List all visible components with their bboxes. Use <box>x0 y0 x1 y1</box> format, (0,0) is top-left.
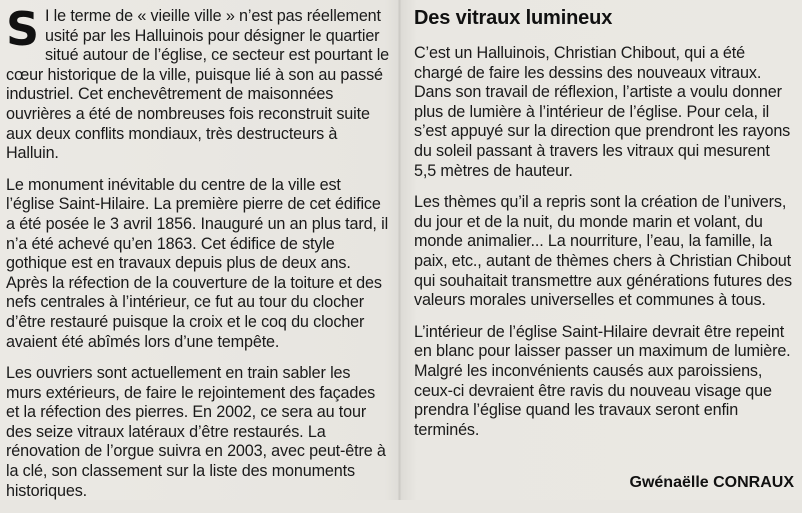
left-paragraph-3: Les ouvriers sont actuellement en train sabler les murs extérieurs, de faire le rejointement des façades et la réfection des pierres. En 2002, ce sera au tour des seize vitraux latéraux d’être restaurés. La rénovation de l’orgue suivra en 2003, avec peut-être à la clé, son classement sur la liste des monuments historiques. <box>6 364 386 500</box>
drop-cap: S <box>6 2 39 56</box>
right-paragraph-3: L’intérieur de l’église Saint-Hilaire devrait être repeint en blanc pour laisser passer un maximum de lumière. Malgré les inconvénients causés aux paroissiens, ceux-ci devraient être ravis du nouveau visage que prendra l’église quand les travaux seront enfin terminés. <box>414 322 791 439</box>
right-paragraph-1: C’est un Halluinois, Christian Chibout, qui a été chargé de faire les dessins des nouveaux vitraux. Dans son travail de réflexion, l’artiste a voulu donner plus de lumière à l’intérieur de l’église. Pour cela, il s’est appuyé sur la direction que prendront les rayons du soleil passant à travers les vitraux qui mesurent 5,5 mètres de hauteur. <box>414 44 791 180</box>
left-column <box>6 2 390 513</box>
right-paragraph-2: Les thèmes qu’il a repris sont la création de l’univers, du jour et de la nuit, du monde marin et volant, du monde animalier... La nourriture, l’eau, la famille, la paix, etc., autant de thèmes chers à Christian Chibout qui souhaitait transmettre aux générations futures des valeurs morales universelles et communes à tous. <box>414 193 792 310</box>
left-paragraph-1-text: I le terme de « vieille ville » n’est pas réellement usité par les Halluinois pour désigner le quartier situé autour de l’église, ce secteur est pourtant le cœur historique de la ville, puisque lié à son au passé industriel. Cet enchevêtrement de maisonnées ouvrières a été de nombreuses fois reconstruit suite aux deux conflits mondiaux, très destructeurs à Halluin. <box>6 7 390 163</box>
right-column <box>414 7 796 452</box>
page-fold <box>398 0 401 500</box>
author-signature: Gwénaëlle CONRAUX <box>629 474 794 491</box>
left-paragraph-2: Le monument inévitable du centre de la ville est l’église Saint-Hilaire. La première pierre de cet édifice a été posée le 3 avril 1856. Inauguré un an plus tard, il n’a été achevé qu’en 1863. Cet édifice de style gothique est en travaux depuis plus de deux ans. Après la réfection de la couverture de la toiture et des nefs centrales à l’intérieur, ce fut au tour du clocher d’être restauré puisque la croix et le coq du clocher avaient été abîmés lors d’une tempête. <box>6 175 389 351</box>
section-heading: Des vitraux lumineux <box>414 7 613 29</box>
left-paragraph-1 <box>6 2 390 164</box>
